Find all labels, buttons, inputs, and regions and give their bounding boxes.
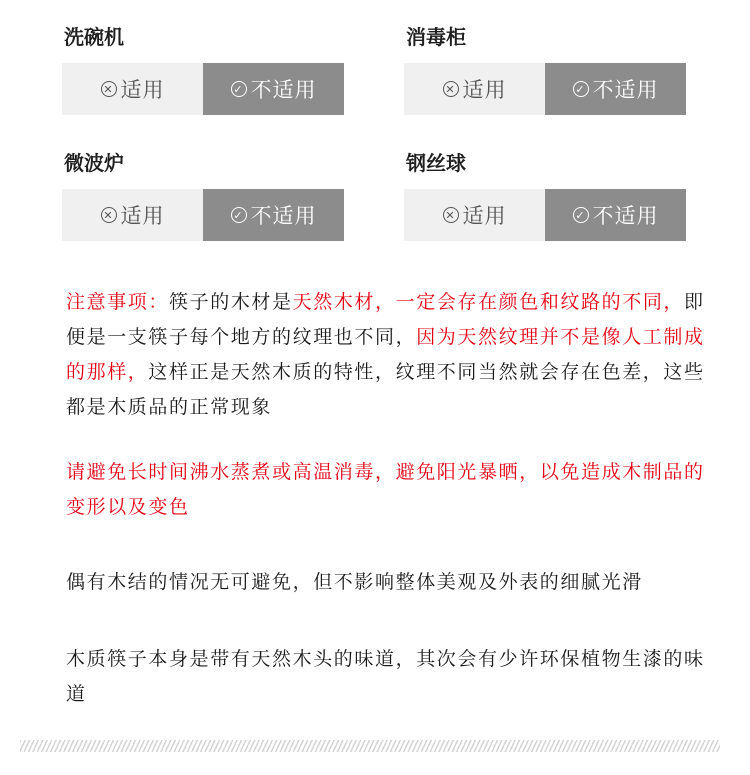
not-suitable-option[interactable] [545, 189, 686, 241]
suitable-option[interactable] [404, 189, 545, 241]
not-suitable-label: 不适用 [250, 78, 317, 102]
not-suitable-option[interactable] [203, 63, 344, 115]
hatched-divider [20, 740, 720, 752]
not-suitable-option[interactable] [545, 63, 686, 115]
suitable-label: 适用 [462, 78, 507, 102]
not-suitable-option[interactable] [203, 189, 344, 241]
not-suitable-label: 不适用 [592, 78, 659, 102]
circle-x-icon: ✕ [443, 207, 459, 223]
care-notes-paragraph [66, 285, 706, 425]
smell-note-paragraph: 木质筷子本身是带有天然木头的味道，其次会有少许环保植物生漆的味道 [66, 648, 705, 705]
knot-note-paragraph: 偶有木结的情况无可避免，但不影响整体美观及外表的细腻光滑 [66, 571, 643, 593]
notes-text: 筷子的木材是 [169, 291, 293, 313]
notes-highlight: 因为天然纹理并不是像人工制成的那样， [66, 326, 705, 383]
suitable-label: 适用 [462, 204, 507, 228]
suitable-option[interactable] [62, 189, 203, 241]
suitable-label: 适用 [120, 78, 165, 102]
notes-heading: 注意事项： [66, 291, 170, 313]
notes-text: 这样正是天然木质的特性，纹理不同当然就会存在色差，这些都是木质品的正常现象 [66, 361, 705, 418]
circle-check-icon: ✓ [231, 81, 247, 97]
warning-paragraph: 请避免长时间沸水蒸煮或高温消毒，避免阳光暴晒，以免造成木制品的变形以及变色 [66, 461, 705, 518]
appliance-microwave [62, 151, 344, 241]
suitable-option[interactable] [404, 63, 545, 115]
appliance-title: 微波炉 [64, 151, 124, 175]
appliance-sterilizer [404, 25, 686, 115]
suitability-toggle [404, 63, 686, 115]
appliance-steel-wool [404, 151, 686, 241]
circle-check-icon: ✓ [231, 207, 247, 223]
circle-x-icon: ✕ [101, 81, 117, 97]
suitability-toggle [62, 63, 344, 115]
suitability-toggle [62, 189, 344, 241]
circle-check-icon: ✓ [573, 207, 589, 223]
circle-x-icon: ✕ [101, 207, 117, 223]
appliance-title: 洗碗机 [64, 25, 124, 49]
not-suitable-label: 不适用 [592, 204, 659, 228]
notes-text: 即便是一支筷子每个地方的纹理也不同， [66, 291, 705, 348]
appliance-dishwasher [62, 25, 344, 115]
suitability-toggle [404, 189, 686, 241]
appliance-title: 钢丝球 [406, 151, 466, 175]
notes-highlight: 天然木材，一定会存在颜色和纹路的不同， [292, 291, 685, 313]
appliance-title: 消毒柜 [406, 25, 466, 49]
suitable-option[interactable] [62, 63, 203, 115]
not-suitable-label: 不适用 [250, 204, 317, 228]
suitable-label: 适用 [120, 204, 165, 228]
circle-check-icon: ✓ [573, 81, 589, 97]
circle-x-icon: ✕ [443, 81, 459, 97]
